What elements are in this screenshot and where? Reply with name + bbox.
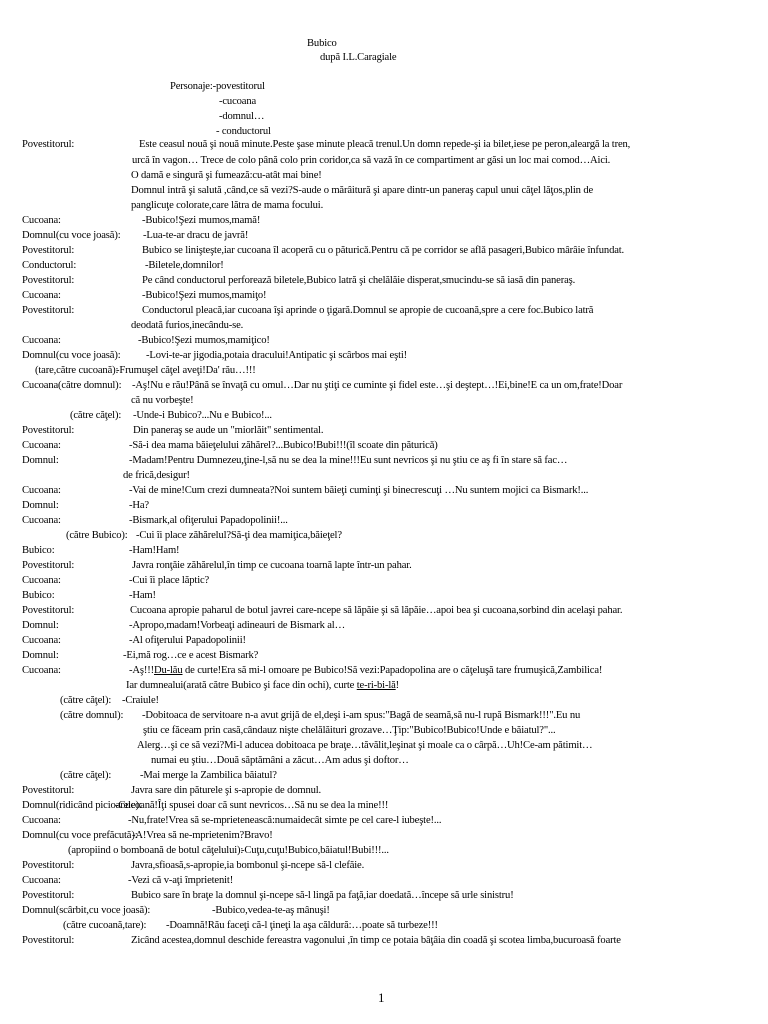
speaker-label: Cucoana:	[22, 485, 61, 496]
line-text: -Ha?	[129, 500, 149, 511]
line-text: -Ei,mă rog…ce e acest Bismark?	[123, 650, 259, 661]
speaker-label: Domnul(cu voce joasă):	[22, 350, 121, 361]
document-subtitle: după I.L.Caragiale	[320, 52, 397, 63]
speaker-label: (către Bubico):	[66, 530, 128, 541]
line-text: -Bubico!Şezi mumos,mamă!	[142, 215, 261, 226]
line-text: -Ham!	[129, 590, 156, 601]
line-text: -Ham!Ham!	[129, 545, 180, 556]
speaker-label: Povestitorul:	[22, 860, 75, 871]
speaker-label: Cucoana(către domnul):	[22, 380, 122, 391]
line-text: -Unde-i Bubico?...Nu e Bubico!...	[133, 410, 272, 421]
line-text: Alerg…şi ce să vezi?Mi-l aducea dobitoaca pe braţe…tăvălit,leşinat şi moale ca o cârpă…Uh!Ce-am pătimit…	[137, 740, 593, 751]
speaker-label: Cucoana:	[22, 815, 61, 826]
speaker-label: (către domnul):	[60, 710, 124, 721]
line-text: Cucoana apropie paharul de botul javrei care-ncepe să lăpăie şi să lăpăie…apoi bea şi cucoana,sorbind din acelaşi pahar.	[130, 605, 623, 616]
speaker-label: Domnul:	[22, 620, 59, 631]
line-text: -Nu,frate!Vrea să se-mprietenească:numaidecât simte pe cel care-l iubeşte!...	[128, 815, 442, 826]
line-text: Conductorul pleacă,iar cucoana îşi aprinde o ţigară.Domnul se apropie de cucoană,spre a cere foc.Bubico latră	[142, 305, 594, 316]
speaker-label: (către căţel):	[70, 410, 122, 421]
character-domnul: -domnul…	[219, 111, 265, 122]
speaker-label: Domnul:	[22, 650, 59, 661]
speaker-label: Domnul(cu voce prefăcută):	[22, 830, 138, 841]
line-text: O damă e singură şi fumează:cu-atât mai bine!	[131, 170, 322, 181]
line-text: -Bubico!Şezi mumos,mamiţo!	[142, 290, 267, 301]
line-text: -Bubico,vedea-te-aş mânuşi!	[212, 905, 330, 916]
speaker-label: Povestitorul:	[22, 245, 75, 256]
speaker-label: Cucoana:	[22, 635, 61, 646]
line-text: -Cuţu,cuţu!Bubico,băiatul!Bubi!!!...	[241, 845, 389, 856]
speaker-label: Povestitorul:	[22, 275, 75, 286]
line-text: -Cucoană!Îţi spusei doar că sunt nevricos…Să nu se dea la mine!!!	[115, 800, 389, 811]
speaker-label: Domnul:	[22, 455, 59, 466]
speaker-label: Povestitorul:	[22, 560, 75, 571]
speaker-label: Povestitorul:	[22, 305, 75, 316]
line-text: că nu vorbeşte!	[131, 395, 194, 406]
line-text: -Să-i dea mama băieţelului zăhărel?...Bubico!Bubi!!!(îl scoate din păturicǎ)	[129, 440, 438, 451]
characters-label: Personaje:-povestitorul	[170, 81, 265, 92]
line-text: deodată furios,inecându-se.	[131, 320, 244, 331]
line-text: -Bismark,al ofiţerului Papadopolinii!...	[129, 515, 288, 526]
speaker-label: (tare,către cucoană):	[35, 365, 119, 376]
speaker-label: Conductorul:	[22, 260, 77, 271]
line-text: de frică,desigur!	[123, 470, 190, 481]
speaker-label: Povestitorul:	[22, 935, 75, 946]
speaker-label: (către căţel):	[60, 695, 112, 706]
line-text: ştiu ce făceam prin casă,cândauz nişte chelălăituri grozave…Ţip:"Bubico!Bubico!Unde e băiatul?"...	[143, 725, 556, 736]
speaker-label: Cucoana:	[22, 335, 61, 346]
line-text: panglicuţe colorate,care lătra de mama focului.	[131, 200, 324, 211]
speaker-label: Domnul(scârbit,cu voce joasă):	[22, 905, 151, 916]
line-text: -Lovi-te-ar jigodia,potaia dracului!Antipatic şi scârbos mai eşti!	[146, 350, 408, 361]
line-text: -Cui îi place lăptic?	[129, 575, 210, 586]
line-text: -Biletele,domnilor!	[145, 260, 224, 271]
line-text: Din paneraş se aude un "miorlăit" sentimental.	[133, 425, 324, 436]
character-conductorul: - conductorul	[216, 126, 271, 137]
line-text: Domnul intră şi salută ,când,ce să vezi?S-aude o mărâitură şi apare dintr-un paneraş capul unui căţel lăţos,plin de	[131, 185, 594, 196]
speaker-label: (către cucoană,tare):	[63, 920, 147, 931]
speaker-label: Cucoana:	[22, 215, 61, 226]
line-text: -A!Vrea să ne-mprietenim?Bravo!	[132, 830, 273, 841]
speaker-label: Povestitorul:	[22, 890, 75, 901]
character-cucoana: -cucoana	[219, 96, 257, 107]
line-text: Pe când conductorul perforează biletele,Bubico latră şi chelălăie disperat,smucindu-se să iasă din paneraş.	[142, 275, 576, 286]
line-text: -Apropo,madam!Vorbeaţi adineauri de Bismark al…	[129, 620, 346, 631]
page-number: 1	[378, 990, 385, 1005]
speaker-label: Cucoana:	[22, 290, 61, 301]
line-text: Bubico se linişteşte,iar cucoana îl acoperă cu o păturicǎ.Pentru cǎ pe corridor se aflǎ pasageri,Bubico mârâie înfundat.	[142, 245, 625, 256]
line-text: -Aş!!!Du-lău de curte!Era să mi-l omoare pe Bubico!Să vezi:Papadopolina are o căţeluşă tare frumuşică,Zambilica!	[129, 665, 603, 676]
speaker-label: (apropiind o bomboană de botul căţelului):	[68, 845, 244, 856]
speaker-label: Domnul(ridicând picioarele):	[22, 800, 142, 811]
document-title: Bubico	[307, 38, 337, 49]
speaker-label: Domnul:	[22, 500, 59, 511]
line-text: -Vezi că v-aţi împrietenit!	[128, 875, 234, 886]
speaker-label: Cucoana:	[22, 515, 61, 526]
line-text: -Vai de mine!Cum crezi dumneata?Noi suntem băieţi cuminţi şi binecrescuţi …Nu suntem mojici ca Bismark!...	[129, 485, 589, 496]
speaker-label: Povestitorul:	[22, 425, 75, 436]
line-text: numai eu ştiu…Două săptămâni a zăcut…Am adus şi doftor…	[151, 755, 409, 766]
speaker-label: Domnul(cu voce joasă):	[22, 230, 121, 241]
line-text: Javra ronţăie zăhărelul,în timp ce cucoana toarnă lapte într-un pahar.	[132, 560, 412, 571]
speaker-label: Povestitorul:	[22, 605, 75, 616]
line-text: -Frumuşel căţel aveţi!Da' rău…!!!	[116, 365, 256, 376]
line-text: Este ceasul nouă şi nouă minute.Peste şase minute pleacă trenul.Un domn repede-şi ia bilet,iese pe peron,aleargă la tren,	[139, 139, 631, 150]
line-text: Zicând acestea,domnul deschide fereastra vagonului ,în timp ce potaia bâţâia din coadă şi scotea limba,bucuroasă foarte	[131, 935, 621, 946]
line-text: -Dobitoaca de servitoare n-a avut grijă de el,deşi i-am spus:"Bagă de seamă,să nu-l rupă Bismark!!!".Eu nu	[142, 710, 581, 721]
speaker-label: Povestitorul:	[22, 785, 75, 796]
line-text: -Craiule!	[122, 695, 159, 706]
speaker-label: Bubico:	[22, 545, 55, 556]
line-text: Iar dumnealui(arată către Bubico şi face din ochi), curte te-ri-bi-lă!	[126, 680, 400, 691]
line-text: Javra,sfioasă,s-apropie,ia bombonul şi-ncepe să-l clefăie.	[131, 860, 365, 871]
line-text: -Bubico!Şezi mumos,mamiţico!	[138, 335, 270, 346]
speaker-label: Cucoana:	[22, 575, 61, 586]
speaker-label: Cucoana:	[22, 665, 61, 676]
line-text: -Cui îi place zăhărelul?Să-ţi dea mamiţica,băieţel?	[136, 530, 342, 541]
line-text: Bubico sare în braţe la domnul şi-ncepe să-l lingă pa faţă,iar doedată…începe să urle sinistru!	[131, 890, 514, 901]
line-text: -Mai merge la Zambilica băiatul?	[140, 770, 277, 781]
speaker-label: Povestitorul:	[22, 139, 75, 150]
line-text: Javra sare din păturele şi s-apropie de domnul.	[131, 785, 322, 796]
speaker-label: (către căţel):	[60, 770, 112, 781]
line-text: urcă în vagon… Trece de colo până colo prin coridor,ca să vază în ce compartiment ar găsi un loc mai comod…Aici.	[132, 155, 611, 166]
line-text: -Al ofiţerului Papadopolinii!	[129, 635, 246, 646]
line-text: -Lua-te-ar dracu de javră!	[143, 230, 249, 241]
line-text: -Madam!Pentru Dumnezeu,ţine-l,să nu se dea la mine!!!Eu sunt nevricos şi nu ştiu ce aş fi în stare să fac…	[129, 455, 568, 466]
line-text: -Doamnă!Rău faceţi că-l ţineţi la aşa căldură:…poate să turbeze!!!	[166, 920, 438, 931]
line-text: -Aş!Nu e rău!Până se învaţă cu omul…Dar nu ştiţi ce cuminte şi fidel este…şi deştept…!Ei,bine!E ca un om,frate!Doar	[132, 380, 623, 391]
speaker-label: Bubico:	[22, 590, 55, 601]
speaker-label: Cucoana:	[22, 875, 61, 886]
speaker-label: Cucoana:	[22, 440, 61, 451]
